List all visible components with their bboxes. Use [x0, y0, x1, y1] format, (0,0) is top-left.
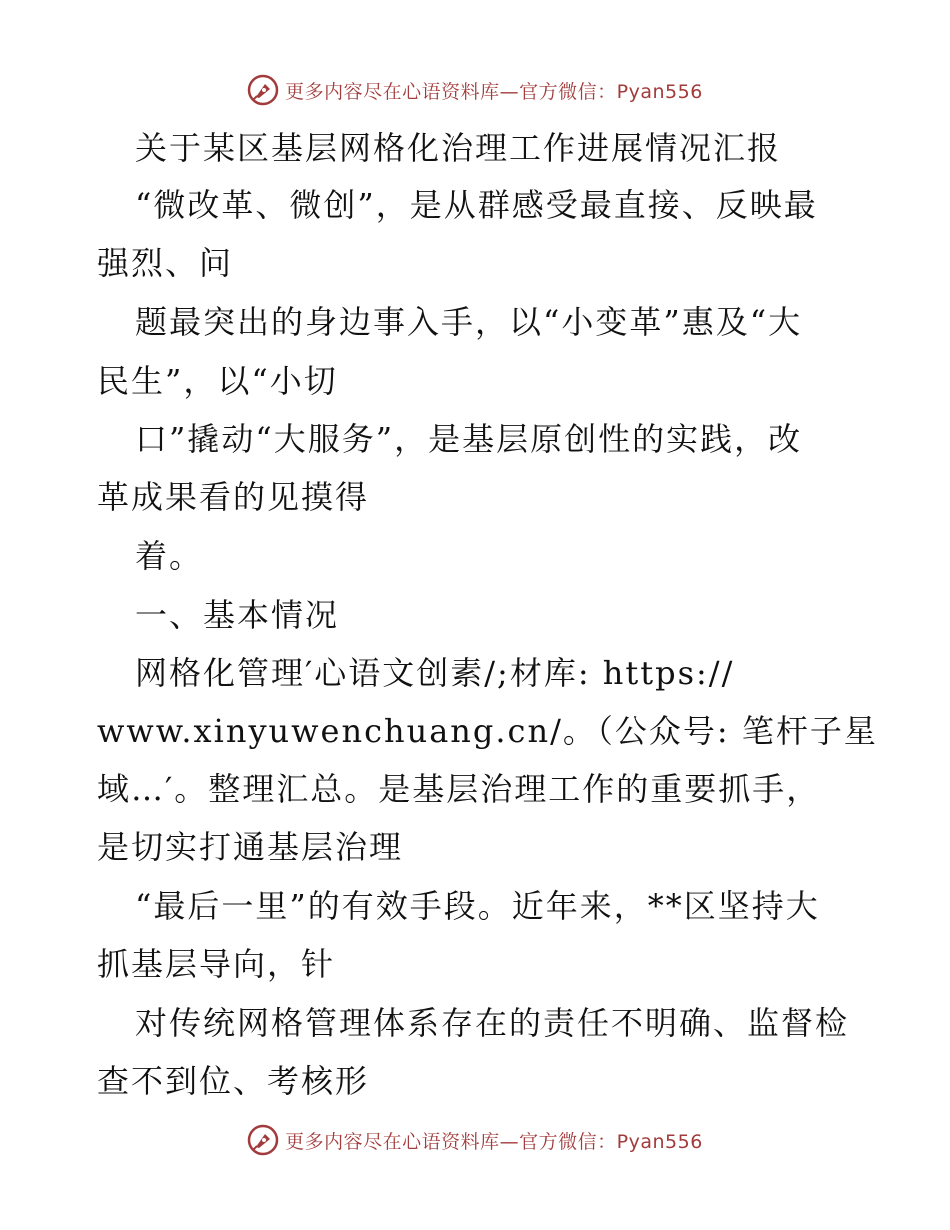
paragraph-line: 强烈、问 — [97, 244, 234, 282]
pen-nib-logo-icon — [247, 1124, 279, 1156]
section-heading: 一、基本情况 — [135, 596, 340, 634]
document-title: 关于某区基层网格化治理工作进展情况汇报 — [135, 129, 782, 167]
paragraph-line: “微改革、微创”，是从群感受最直接、反映最 — [135, 186, 818, 224]
paragraph-line: 对传统网格管理体系存在的责任不明确、监督检 — [135, 1004, 850, 1042]
paragraph-line: 革成果看的见摸得 — [97, 478, 370, 516]
paragraph-line: www.xinyuwenchuang.cn/。（公众号: 笔杆子星 — [97, 712, 878, 750]
paragraph-line: “最后一里”的有效手段。近年来，**区坚持大 — [135, 887, 820, 925]
paragraph-line: 查不到位、考核形 — [97, 1062, 370, 1100]
paragraph-line: 抓基层导向，针 — [97, 945, 336, 983]
paragraph-line: 口”撬动“大服务”，是基层原创性的实践，改 — [135, 420, 803, 458]
paragraph-line: 是切实打通基层治理 — [97, 828, 404, 866]
paragraph-line: 民生”，以“小切 — [97, 362, 338, 400]
footer-watermark-text: 更多内容尽在心语资料库—官方微信：Pyan556 — [285, 1130, 703, 1153]
paragraph-line: 题最突出的身边事入手，以“小变革”惠及“大 — [135, 303, 803, 341]
paragraph-line: 着。 — [135, 537, 204, 575]
header-watermark-text: 更多内容尽在心语资料库—官方微信：Pyan556 — [285, 80, 703, 103]
paragraph-line: 网格化管理′心语文创素/;材库: https:// — [135, 654, 735, 692]
footer-watermark-banner — [0, 1120, 950, 1160]
paragraph-line: 域…′。整理汇总。是基层治理工作的重要抓手， — [97, 770, 821, 808]
